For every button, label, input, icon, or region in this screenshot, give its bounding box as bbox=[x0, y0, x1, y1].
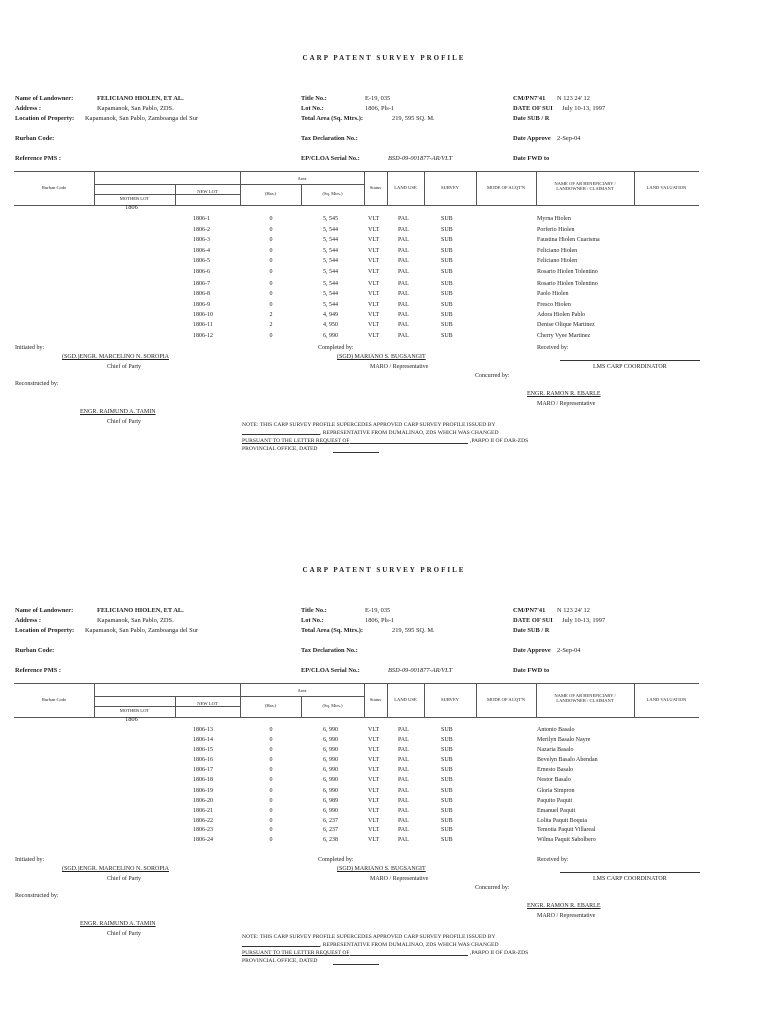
cell-status: VLT bbox=[368, 312, 380, 318]
ep-cloa-label: EP/CLOA Serial No.: bbox=[301, 155, 360, 162]
date-approved-value: 2-Sep-04 bbox=[557, 647, 581, 654]
cell-land-use: PAL bbox=[398, 737, 409, 744]
cell-sq-mtrs: 6, 990 bbox=[323, 746, 338, 753]
reconstructed-label: Reconstructed by: bbox=[15, 381, 59, 387]
lot-no-value: 1806, Pls-1 bbox=[365, 617, 395, 624]
cell-new-lot: 1806-6 bbox=[193, 269, 210, 275]
completed-title: MARO / Representative bbox=[370, 364, 429, 370]
reconstructed-title: Chief of Party bbox=[107, 419, 141, 425]
received-label: Received by: bbox=[537, 857, 569, 863]
rurban-label: Rurban Code: bbox=[15, 135, 55, 142]
cell-has: 0 bbox=[269, 837, 273, 844]
cell-land-use: PAL bbox=[398, 291, 409, 297]
note-line-4: PROVINCIAL OFFICE, DATED bbox=[242, 446, 318, 452]
cell-land-use: PAL bbox=[398, 788, 409, 795]
note-line-2: , REPRESENTATIVE FROM DUMALINAO, ZDS WHICH WAS CHANGED bbox=[320, 942, 499, 948]
cell-new-lot: 1806-13 bbox=[193, 727, 213, 733]
cell-survey: SUB bbox=[441, 248, 453, 254]
header-survey: SURVEY bbox=[440, 185, 459, 190]
date-sub-label: Date SUB / R bbox=[513, 115, 550, 122]
cell-land-use: PAL bbox=[398, 827, 409, 833]
location-value: Kapamanok, San Pablo, Zamboanga del Sur bbox=[85, 627, 199, 634]
tax-declaration-label: Tax Declaration No.: bbox=[301, 135, 358, 142]
reconstructed-title: Chief of Party bbox=[107, 931, 141, 937]
initiated-label: Initiated by: bbox=[15, 857, 45, 863]
date-sub-label: Date SUB / R bbox=[513, 627, 550, 634]
cell-sq-mtrs: 5, 544 bbox=[323, 248, 338, 254]
cell-land-use: PAL bbox=[398, 312, 409, 318]
survey-profile-page-1 bbox=[0, 0, 768, 498]
cell-beneficiary: Nestor Basalo bbox=[537, 777, 571, 783]
cell-status: VLT bbox=[368, 746, 380, 753]
ep-cloa-label: EP/CLOA Serial No.: bbox=[301, 667, 360, 674]
cell-has: 0 bbox=[269, 757, 273, 764]
date-fwd-label: Date FWD to bbox=[513, 155, 550, 162]
cell-land-use: PAL bbox=[398, 817, 409, 824]
cell-new-lot: 1806-22 bbox=[193, 817, 213, 824]
cell-status: VLT bbox=[368, 817, 380, 824]
header-beneficiary-line2: LANDOWNER / CLAIMANT bbox=[556, 186, 614, 192]
cell-land-use: PAL bbox=[398, 302, 409, 308]
header-land-use: LAND USE bbox=[394, 185, 417, 190]
cell-status: VLT bbox=[368, 777, 380, 783]
cell-new-lot: 1806-17 bbox=[193, 766, 213, 773]
concurred-label: Concurred by: bbox=[475, 373, 510, 379]
completed-label: Completed by: bbox=[318, 857, 354, 863]
cell-status: VLT bbox=[368, 291, 380, 297]
cell-sq-mtrs: 5, 544 bbox=[323, 237, 338, 243]
cell-beneficiary: Gloria Simpron bbox=[537, 788, 575, 795]
cell-beneficiary: Paolo Hiolen bbox=[537, 291, 569, 297]
cell-has: 0 bbox=[269, 797, 273, 804]
cell-land-use: PAL bbox=[398, 322, 409, 328]
cell-survey: SUB bbox=[441, 216, 453, 222]
cell-new-lot: 1806-23 bbox=[193, 827, 213, 833]
cell-status: VLT bbox=[368, 837, 380, 844]
cell-status: VLT bbox=[368, 737, 380, 744]
landowner-name: FELICIANO HIOLEN, ET AL. bbox=[97, 607, 184, 614]
cell-survey: SUB bbox=[441, 302, 453, 308]
initiated-title: Chief of Party bbox=[107, 364, 141, 370]
cell-status: VLT bbox=[368, 322, 380, 328]
cell-beneficiary: Temotia Paquit Villareal bbox=[537, 827, 596, 833]
concurred-title: MARO / Representative bbox=[537, 913, 596, 919]
cell-has: 0 bbox=[269, 237, 273, 243]
cell-survey: SUB bbox=[441, 777, 453, 783]
cell-new-lot: 1806-8 bbox=[193, 291, 210, 297]
cell-survey: SUB bbox=[441, 766, 453, 773]
cell-status: VLT bbox=[368, 788, 380, 795]
cell-sq-mtrs: 5, 544 bbox=[323, 291, 338, 297]
cm-label: CM/PN7'41 bbox=[513, 607, 546, 614]
date-sui-value: July 10-13, 1997 bbox=[562, 105, 606, 112]
completed-name: (SGD) MARIANO S. BUGSANGIT bbox=[337, 866, 426, 872]
location-label: Location of Property: bbox=[15, 115, 75, 122]
header-mother-lot: MOTHER LOT bbox=[119, 196, 150, 201]
cell-status: VLT bbox=[368, 237, 380, 243]
cell-beneficiary: Feliciano Hiolen bbox=[537, 258, 578, 264]
cell-has: 0 bbox=[269, 737, 273, 744]
title-no-label: Title No.: bbox=[301, 95, 327, 102]
cell-beneficiary: Adora Hiolen Pablo bbox=[537, 312, 585, 318]
cell-sq-mtrs: 6, 989 bbox=[323, 797, 338, 804]
cell-has: 0 bbox=[269, 281, 273, 287]
cm-value: N 123 24' 12 bbox=[557, 607, 590, 614]
cell-sq-mtrs: 4, 950 bbox=[323, 322, 338, 328]
cell-land-use: PAL bbox=[398, 281, 409, 287]
cell-land-use: PAL bbox=[398, 333, 409, 339]
cell-has: 0 bbox=[269, 827, 273, 833]
cell-new-lot: 1806-4 bbox=[193, 248, 210, 254]
cell-has: 0 bbox=[269, 248, 273, 254]
header-beneficiary-line1: NAME OF AR BENEFICIARY / bbox=[554, 693, 616, 698]
cell-sq-mtrs: 6, 990 bbox=[323, 766, 338, 773]
address-label: Address : bbox=[15, 105, 41, 112]
cell-survey: SUB bbox=[441, 746, 453, 753]
cell-status: VLT bbox=[368, 333, 380, 339]
concurred-label: Concurred by: bbox=[475, 885, 510, 891]
completed-label: Completed by: bbox=[318, 345, 354, 351]
header-area: Area bbox=[297, 176, 307, 181]
landowner-label: Name of Landowner: bbox=[15, 607, 74, 614]
cell-survey: SUB bbox=[441, 757, 453, 764]
cell-land-use: PAL bbox=[398, 216, 409, 222]
cell-status: VLT bbox=[368, 248, 380, 254]
cell-status: VLT bbox=[368, 808, 380, 815]
cell-survey: SUB bbox=[441, 788, 453, 795]
received-label: Received by: bbox=[537, 345, 569, 351]
lot-no-label: Lot No.: bbox=[301, 617, 324, 624]
concurred-name: ENGR. RAMON R. EBARLE bbox=[527, 903, 601, 909]
cell-sq-mtrs: 6, 990 bbox=[323, 788, 338, 795]
concurred-title: MARO / Representative bbox=[537, 401, 596, 407]
cell-survey: SUB bbox=[441, 227, 453, 233]
cell-new-lot: 1806-12 bbox=[193, 333, 213, 339]
cell-survey: SUB bbox=[441, 237, 453, 243]
received-title: LMS CARP COORDINATOR bbox=[593, 364, 667, 370]
header-area: Area bbox=[297, 688, 307, 693]
cell-beneficiary: Lolita Paquit Boquia bbox=[537, 817, 587, 824]
reference-label: Reference PMS : bbox=[15, 667, 62, 674]
cell-beneficiary: Faustina Hiolen Cuarisma bbox=[537, 237, 600, 243]
date-approved-label: Date Approve bbox=[513, 647, 551, 654]
cell-survey: SUB bbox=[441, 797, 453, 804]
cell-new-lot: 1806-3 bbox=[193, 237, 210, 243]
total-area-value: 219, 595 SQ. M. bbox=[392, 115, 435, 122]
header-new-lot: NEW LOT bbox=[197, 701, 218, 706]
cell-has: 0 bbox=[269, 746, 273, 753]
cell-new-lot: 1806-16 bbox=[193, 757, 213, 764]
survey-profile-page-2 bbox=[0, 512, 768, 1010]
lot-no-label: Lot No.: bbox=[301, 105, 324, 112]
cell-survey: SUB bbox=[441, 312, 453, 318]
cell-survey: SUB bbox=[441, 258, 453, 264]
cell-status: VLT bbox=[368, 258, 380, 264]
cell-has: 0 bbox=[269, 269, 273, 275]
initiated-name: (SGD.)ENGR. MARCELINO N. SOROPIA bbox=[62, 866, 170, 872]
initiated-name: (SGD.)ENGR. MARCELINO N. SOROPIA bbox=[62, 354, 170, 360]
cell-sq-mtrs: 4, 949 bbox=[323, 312, 338, 318]
address-label: Address : bbox=[15, 617, 41, 624]
cm-value: N 123 24' 12 bbox=[557, 95, 590, 102]
cell-sq-mtrs: 6, 990 bbox=[323, 757, 338, 764]
header-status: Status bbox=[369, 185, 382, 190]
cell-sq-mtrs: 5, 544 bbox=[323, 269, 338, 275]
header-mode: MODE OF ACQT'N bbox=[486, 185, 526, 190]
cell-new-lot: 1806-10 bbox=[193, 312, 213, 318]
mother-lot-value: 1806 bbox=[125, 716, 138, 723]
completed-title: MARO / Representative bbox=[370, 876, 429, 882]
total-area-label: Total Area (Sq. Mtrs.): bbox=[301, 627, 363, 634]
note-line-2: , REPRESENTATIVE FROM DUMALINAO, ZDS WHICH WAS CHANGED bbox=[320, 430, 499, 436]
total-area-value: 219, 595 SQ. M. bbox=[392, 627, 435, 634]
cell-beneficiary: Ernesto Basalo bbox=[537, 766, 574, 773]
cell-sq-mtrs: 6, 990 bbox=[323, 333, 338, 339]
ep-cloa-value: BSD-09-001877-AR/VLT bbox=[388, 155, 453, 162]
cell-land-use: PAL bbox=[398, 746, 409, 753]
cell-has: 0 bbox=[269, 766, 273, 773]
cell-beneficiary: Nazaria Basalo bbox=[537, 746, 574, 753]
initiated-title: Chief of Party bbox=[107, 876, 141, 882]
date-sui-label: DATE OF SUI bbox=[513, 617, 553, 624]
cell-new-lot: 1806-19 bbox=[193, 788, 213, 795]
header-has: (Has.) bbox=[264, 191, 277, 196]
cell-has: 0 bbox=[269, 302, 273, 308]
profile-title: CARP PATENT SURVEY PROFILE bbox=[302, 566, 466, 574]
cell-status: VLT bbox=[368, 281, 380, 287]
landowner-label: Name of Landowner: bbox=[15, 95, 74, 102]
cell-status: VLT bbox=[368, 216, 380, 222]
cell-land-use: PAL bbox=[398, 766, 409, 773]
cell-sq-mtrs: 6, 990 bbox=[323, 727, 338, 733]
header-beneficiary-line2: LANDOWNER / CLAIMANT bbox=[556, 698, 614, 704]
cell-status: VLT bbox=[368, 227, 380, 233]
cell-new-lot: 1806-9 bbox=[193, 302, 210, 308]
header-mother-lot: MOTHER LOT bbox=[119, 708, 150, 713]
reconstructed-label: Reconstructed by: bbox=[15, 893, 59, 899]
cell-new-lot: 1806-2 bbox=[193, 227, 210, 233]
landowner-name: FELICIANO HIOLEN, ET AL. bbox=[97, 95, 184, 102]
total-area-label: Total Area (Sq. Mtrs.): bbox=[301, 115, 363, 122]
tax-declaration-label: Tax Declaration No.: bbox=[301, 647, 358, 654]
received-title: LMS CARP COORDINATOR bbox=[593, 876, 667, 882]
cell-sq-mtrs: 6, 237 bbox=[323, 827, 338, 833]
location-label: Location of Property: bbox=[15, 627, 75, 634]
cell-land-use: PAL bbox=[398, 727, 409, 733]
note-line-1: NOTE: THIS CARP SURVEY PROFILE SUPERCEDES APPROVED CARP SURVEY PROFILE ISSUED BY bbox=[242, 422, 496, 428]
cell-beneficiary: Feliciano Hiolen bbox=[537, 248, 578, 254]
rurban-label: Rurban Code: bbox=[15, 647, 55, 654]
cell-beneficiary: Rosario Hiolen Tolentino bbox=[537, 281, 598, 287]
cell-has: 0 bbox=[269, 227, 273, 233]
cell-beneficiary: Paquito Paquit bbox=[537, 797, 573, 804]
header-rurban-code: Rurban Code bbox=[41, 697, 67, 702]
cell-land-use: PAL bbox=[398, 269, 409, 275]
location-value: Kapamanok, San Pablo, Zamboanga del Sur bbox=[85, 115, 199, 122]
initiated-label: Initiated by: bbox=[15, 345, 45, 351]
cell-beneficiary: Porferio Hiolen bbox=[537, 227, 575, 233]
note-line-4: PROVINCIAL OFFICE, DATED bbox=[242, 958, 318, 964]
cell-has: 0 bbox=[269, 291, 273, 297]
table-header bbox=[14, 683, 699, 718]
cell-land-use: PAL bbox=[398, 237, 409, 243]
header-land-valuation: LAND VALUATION bbox=[646, 697, 687, 702]
header-land-valuation: LAND VALUATION bbox=[646, 185, 687, 190]
header-new-lot: NEW LOT bbox=[197, 189, 218, 194]
cell-status: VLT bbox=[368, 827, 380, 833]
cell-sq-mtrs: 5, 545 bbox=[323, 216, 338, 222]
cell-new-lot: 1806-20 bbox=[193, 797, 213, 804]
reconstructed-name: ENGR. RAIMUND A. TAMIN bbox=[80, 409, 156, 415]
concurred-name: ENGR. RAMON R. EBARLE bbox=[527, 391, 601, 397]
cell-survey: SUB bbox=[441, 837, 453, 844]
cell-beneficiary: Bevelyn Basalo Abendan bbox=[537, 757, 598, 764]
completed-name: (SGD) MARIANO S. BUGSANGIT bbox=[337, 354, 426, 360]
cell-status: VLT bbox=[368, 302, 380, 308]
cell-beneficiary: Merilyn Basalo Nayre bbox=[537, 737, 591, 744]
cell-new-lot: 1806-1 bbox=[193, 216, 210, 222]
cell-beneficiary: Emanuel Paquit bbox=[537, 808, 576, 815]
cell-beneficiary: Rosario Hiolen Tolentino bbox=[537, 269, 598, 275]
cell-land-use: PAL bbox=[398, 797, 409, 804]
note-line-3a: PURSUANT TO THE LETTER REQUEST OF bbox=[242, 950, 350, 956]
date-sui-label: DATE OF SUI bbox=[513, 105, 553, 112]
reconstructed-name: ENGR. RAIMUND A. TAMIN bbox=[80, 921, 156, 927]
note-line-3b: ,PARPO II OF DAR-ZDS bbox=[470, 438, 529, 444]
cell-status: VLT bbox=[368, 766, 380, 773]
cell-beneficiary: Fresco Hiolen bbox=[537, 302, 571, 308]
cell-new-lot: 1806-11 bbox=[193, 322, 213, 328]
cell-sq-mtrs: 5, 544 bbox=[323, 258, 338, 264]
date-sui-value: July 10-13, 1997 bbox=[562, 617, 606, 624]
cell-survey: SUB bbox=[441, 291, 453, 297]
date-fwd-label: Date FWD to bbox=[513, 667, 550, 674]
cell-new-lot: 1806-24 bbox=[193, 837, 213, 844]
cell-survey: SUB bbox=[441, 322, 453, 328]
cell-has: 2 bbox=[269, 322, 273, 328]
cell-survey: SUB bbox=[441, 269, 453, 275]
cm-label: CM/PN7'41 bbox=[513, 95, 546, 102]
header-beneficiary bbox=[536, 181, 634, 192]
cell-new-lot: 1806-7 bbox=[193, 281, 210, 287]
reference-label: Reference PMS : bbox=[15, 155, 62, 162]
lot-no-value: 1806, Pls-1 bbox=[365, 105, 395, 112]
cell-beneficiary: Denise Olique Martinez bbox=[537, 322, 595, 328]
cell-has: 0 bbox=[269, 777, 273, 783]
note-line-1: NOTE: THIS CARP SURVEY PROFILE SUPERCEDES APPROVED CARP SURVEY PROFILE ISSUED BY bbox=[242, 934, 496, 940]
cell-land-use: PAL bbox=[398, 248, 409, 254]
cell-beneficiary: Wilma Paquit Sabolbero bbox=[537, 837, 596, 844]
cell-survey: SUB bbox=[441, 827, 453, 833]
cell-land-use: PAL bbox=[398, 258, 409, 264]
cell-survey: SUB bbox=[441, 737, 453, 744]
cell-land-use: PAL bbox=[398, 777, 409, 783]
header-mode: MODE OF ACQT'N bbox=[486, 697, 526, 702]
cell-has: 0 bbox=[269, 333, 273, 339]
cell-land-use: PAL bbox=[398, 757, 409, 764]
cell-survey: SUB bbox=[441, 817, 453, 824]
header-survey: SURVEY bbox=[440, 697, 459, 702]
cell-beneficiary: Antonio Basalo bbox=[537, 727, 575, 733]
cell-status: VLT bbox=[368, 797, 380, 804]
cell-has: 2 bbox=[269, 312, 273, 318]
title-no-label: Title No.: bbox=[301, 607, 327, 614]
cell-survey: SUB bbox=[441, 727, 453, 733]
cell-survey: SUB bbox=[441, 808, 453, 815]
cell-survey: SUB bbox=[441, 281, 453, 287]
cell-new-lot: 1806-21 bbox=[193, 808, 213, 815]
date-approved-value: 2-Sep-04 bbox=[557, 135, 581, 142]
note-line-3b: ,PARPO II OF DAR-ZDS bbox=[470, 950, 529, 956]
cell-has: 0 bbox=[269, 817, 273, 824]
cell-sq-mtrs: 5, 544 bbox=[323, 281, 338, 287]
cell-sq-mtrs: 5, 544 bbox=[323, 227, 338, 233]
cell-land-use: PAL bbox=[398, 227, 409, 233]
cell-has: 0 bbox=[269, 808, 273, 815]
address-value: Kapamanok, San Pablo, ZDS. bbox=[97, 105, 174, 112]
table-header bbox=[14, 171, 699, 206]
cell-has: 0 bbox=[269, 788, 273, 795]
cell-has: 0 bbox=[269, 216, 273, 222]
date-approved-label: Date Approve bbox=[513, 135, 551, 142]
address-value: Kapamanok, San Pablo, ZDS. bbox=[97, 617, 174, 624]
header-sq: (Sq. Mtrs.) bbox=[322, 191, 343, 196]
cell-has: 0 bbox=[269, 727, 273, 733]
header-beneficiary-line1: NAME OF AR BENEFICIARY / bbox=[554, 181, 616, 186]
cell-new-lot: 1806-5 bbox=[193, 258, 210, 264]
cell-status: VLT bbox=[368, 757, 380, 764]
cell-beneficiary: Myrna Hiolen bbox=[537, 216, 571, 222]
cell-sq-mtrs: 6, 990 bbox=[323, 808, 338, 815]
title-no-value: E-19, 035 bbox=[365, 607, 391, 614]
ep-cloa-value: BSD-09-001877-AR/VLT bbox=[388, 667, 453, 674]
cell-status: VLT bbox=[368, 269, 380, 275]
cell-new-lot: 1806-14 bbox=[193, 737, 213, 744]
cell-status: VLT bbox=[368, 727, 380, 733]
profile-title: CARP PATENT SURVEY PROFILE bbox=[302, 54, 466, 62]
header-has: (Has.) bbox=[264, 703, 277, 708]
header-beneficiary bbox=[536, 693, 634, 704]
cell-beneficiary: Cherry Vyee Martinez bbox=[537, 333, 591, 339]
title-no-value: E-19, 035 bbox=[365, 95, 391, 102]
mother-lot-value: 1806 bbox=[125, 204, 138, 211]
cell-land-use: PAL bbox=[398, 837, 409, 844]
cell-survey: SUB bbox=[441, 333, 453, 339]
cell-sq-mtrs: 6, 238 bbox=[323, 837, 338, 844]
cell-sq-mtrs: 6, 990 bbox=[323, 737, 338, 744]
cell-land-use: PAL bbox=[398, 808, 409, 815]
cell-new-lot: 1806-18 bbox=[193, 777, 213, 783]
header-status: Status bbox=[369, 697, 382, 702]
cell-sq-mtrs: 6, 237 bbox=[323, 817, 338, 824]
cell-sq-mtrs: 5, 544 bbox=[323, 302, 338, 308]
header-sq: (Sq. Mtrs.) bbox=[322, 703, 343, 708]
cell-new-lot: 1806-15 bbox=[193, 746, 213, 753]
cell-has: 0 bbox=[269, 258, 273, 264]
header-land-use: LAND USE bbox=[394, 697, 417, 702]
cell-sq-mtrs: 6, 990 bbox=[323, 777, 338, 783]
note-line-3a: PURSUANT TO THE LETTER REQUEST OF bbox=[242, 438, 350, 444]
header-rurban-code: Rurban Code bbox=[41, 185, 67, 190]
